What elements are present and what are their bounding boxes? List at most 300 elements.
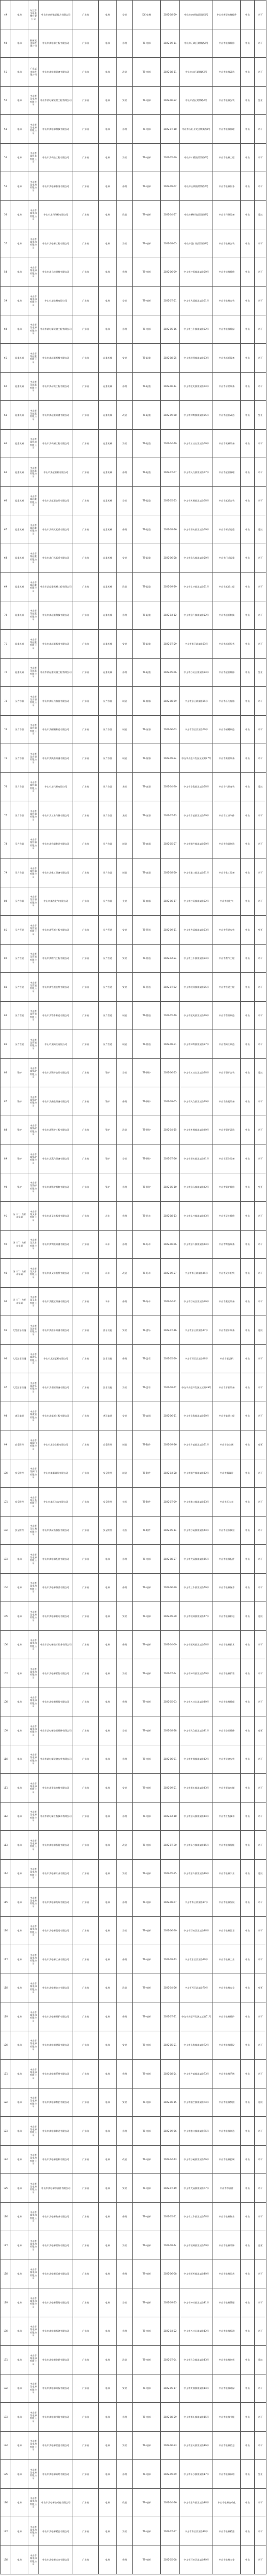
cell-category: 电梯: [11, 1602, 28, 1631]
cell-license-code: TS-电梯: [133, 2374, 161, 2403]
table-row: [1, 1859, 266, 1888]
cell-license-code: TS-电梯: [133, 2546, 161, 2574]
cell-row-number: 100: [1, 1459, 11, 1488]
cell-license-item: 制造: [117, 830, 133, 858]
cell-status: 延续: [255, 515, 266, 544]
cell-manufacturer: 中山市某电梯有限公司: [28, 2231, 39, 2260]
cell-address: 中山市东升镇某某路22号: [180, 601, 213, 630]
cell-status: 许可: [255, 858, 266, 887]
cell-business-scope: 中山市起重工程: [213, 573, 241, 601]
cell-category: 电梯: [11, 86, 28, 115]
cell-row-number: 111: [1, 1774, 11, 1803]
cell-manufacturer: 中山市某电梯有限公司: [28, 1545, 39, 1574]
cell-device-type: 电梯: [99, 2031, 117, 2060]
cell-applicant-company: 中山市某换热设备有限公司: [39, 744, 73, 773]
cell-category: 客运索道: [11, 1402, 28, 1430]
cell-region: 中山: [241, 1974, 255, 2002]
cell-category: 压力容器: [11, 801, 28, 830]
cell-category: 锅炉: [11, 1058, 28, 1087]
cell-business-scope: 中山市叉车租赁: [213, 1259, 241, 1288]
cell-province: 广东省: [73, 1459, 99, 1488]
cell-address: 中山市东区某某路47号: [180, 1316, 213, 1345]
cell-province: 广东省: [73, 630, 99, 659]
cell-license-code: TS-管道: [133, 944, 161, 973]
cell-applicant-company: 中山市某压力容器有限公司: [39, 687, 73, 716]
cell-manufacturer: 中山市某游乐有限公司: [28, 1344, 39, 1373]
cell-approval-date: 2022-04-27: [161, 200, 180, 229]
cell-address: 中山市板芙镇某某路14号: [180, 372, 213, 401]
cell-license-code: TS-起重: [133, 630, 161, 659]
cell-applicant-company: 中山市某电梯检测有限公司: [39, 2317, 73, 2346]
cell-license-item: 修理: [117, 515, 133, 544]
cell-applicant-company: 中山市某门式起重有限公司: [39, 544, 73, 573]
cell-device-type: 电梯: [99, 1602, 117, 1631]
cell-province: 广东省: [73, 1774, 99, 1803]
cell-status: 许可: [255, 1945, 266, 1974]
cell-business-scope: 中山市电梯维保: [213, 1688, 241, 1716]
cell-province: 广东省: [73, 1916, 99, 1945]
cell-applicant-company: 中山市某锅炉安装有限公司: [39, 1058, 73, 1087]
cell-address: 中山市神湾镇某某路59号: [180, 1659, 213, 1688]
cell-manufacturer: 杭州某电梯有限公司: [28, 29, 39, 58]
cell-manufacturer: 中山市某叉车有限公司: [28, 1230, 39, 1259]
cell-device-type: 安全附件: [99, 1488, 117, 1517]
cell-approval-date: 2022-06-30: [161, 1916, 180, 1945]
cell-manufacturer: 中山市某仪表有限公司: [28, 1516, 39, 1545]
cell-region: 中山: [241, 801, 255, 830]
cell-category: 电梯: [11, 1888, 28, 1917]
cell-device-type: 压力容器: [99, 744, 117, 773]
cell-device-type: 电梯: [99, 2288, 117, 2317]
cell-approval-date: 2022-06-23: [161, 2431, 180, 2460]
cell-address: 中山市阜沙镇某某路43号: [180, 1202, 213, 1231]
cell-address: 中山市东升镇某某路44号: [180, 1230, 213, 1259]
cell-manufacturer: 中山市某电梯有限公司: [28, 1573, 39, 1602]
cell-device-type: 压力容器: [99, 772, 117, 801]
cell-address: 中山市横栏镇某某路30号: [180, 830, 213, 858]
cell-status: 许可: [255, 1573, 266, 1602]
cell-device-type: 起重机械: [99, 372, 117, 401]
cell-license-code: TS-场车: [133, 1230, 161, 1259]
cell-province: 广东省: [73, 1001, 99, 1030]
cell-status: 变更: [255, 401, 266, 430]
cell-province: 广东省: [73, 2546, 99, 2574]
cell-row-number: 54: [1, 143, 11, 172]
cell-province: 广东省: [73, 715, 99, 744]
cell-manufacturer: 中山市某锅炉有限公司: [28, 1058, 39, 1087]
cell-license-item: 修理: [117, 601, 133, 630]
cell-province: 广东省: [73, 830, 99, 858]
cell-license-item: 制造: [117, 1430, 133, 1459]
cell-province: 广东省: [73, 1030, 99, 1059]
cell-status: 许可: [255, 2374, 266, 2403]
cell-license-code: TS-电梯: [133, 2288, 161, 2317]
cell-category: 起重机械: [11, 401, 28, 430]
cell-applicant-company: 中山市某阀门有限公司: [39, 1030, 73, 1059]
cell-business-scope: 中山市电梯贸易: [213, 1916, 241, 1945]
cell-manufacturer: 中山市某电梯有限公司: [28, 1888, 39, 1917]
cell-row-number: 66: [1, 486, 11, 515]
cell-business-scope: 中山市锅炉安装: [213, 1058, 241, 1087]
table-row: [1, 2002, 266, 2031]
cell-row-number: 129: [1, 2288, 11, 2317]
cell-address: 中山市石岐区某某路2号: [180, 29, 213, 58]
cell-approval-date: 2022-05-08: [161, 2546, 180, 2574]
table-row: [1, 315, 266, 344]
cell-row-number: 107: [1, 1659, 11, 1688]
cell-license-item: 改造: [117, 573, 133, 601]
cell-row-number: 52: [1, 86, 11, 115]
cell-device-type: 电梯: [99, 2002, 117, 2031]
cell-category: 电梯: [11, 200, 28, 229]
cell-region: 中山: [241, 2060, 255, 2088]
cell-license-code: TS-电梯: [133, 287, 161, 315]
cell-region: 中山: [241, 1888, 255, 1917]
cell-row-number: 58: [1, 258, 11, 287]
cell-business-scope: 中山市物流设备: [213, 1230, 241, 1259]
cell-province: 广东省: [73, 115, 99, 144]
cell-region: 中山: [241, 887, 255, 916]
cell-manufacturer: 中山市某起重有限公司: [28, 344, 39, 373]
cell-device-type: 压力容器: [99, 858, 117, 887]
cell-device-type: 起重机械: [99, 515, 117, 544]
cell-address: 中山市东升镇某某路88号: [180, 2488, 213, 2517]
cell-row-number: 64: [1, 429, 11, 458]
cell-device-type: 起重机械: [99, 573, 117, 601]
cell-license-item: 修理: [117, 1545, 133, 1574]
cell-address: 中山市坦洲镇某某路57号: [180, 1602, 213, 1631]
cell-status: 许可: [255, 1745, 266, 1774]
cell-row-number: 117: [1, 1945, 11, 1974]
cell-region: 中山: [241, 1402, 255, 1430]
cell-status: 许可: [255, 1144, 266, 1173]
cell-category: 电梯: [11, 2431, 28, 2460]
cell-manufacturer: 中山市某起重有限公司: [28, 601, 39, 630]
cell-approval-date: 2022-08-27: [161, 1545, 180, 1574]
cell-license-code: TS-起重: [133, 573, 161, 601]
cell-row-number: 128: [1, 2260, 11, 2288]
cell-business-scope: 中山市电梯保养: [213, 1573, 241, 1602]
cell-license-item: 修理: [117, 658, 133, 687]
cell-approval-date: 2022-05-23: [161, 486, 180, 515]
cell-status: 许可: [255, 1116, 266, 1144]
cell-region: 中山: [241, 1230, 255, 1259]
cell-device-type: 电梯: [99, 2403, 117, 2432]
table-row: [1, 2174, 266, 2203]
table-row: [1, 2202, 266, 2231]
cell-region: 中山: [241, 86, 255, 115]
cell-status: 许可: [255, 744, 266, 773]
cell-applicant-company: 中山市某锅炉维修有限公司: [39, 1173, 73, 1202]
cell-row-number: 109: [1, 1716, 11, 1745]
cell-device-type: 电梯: [99, 2431, 117, 2460]
cell-manufacturer: 中山市某管道有限公司: [28, 944, 39, 973]
cell-license-code: TS-电梯: [133, 1802, 161, 1831]
cell-row-number: 110: [1, 1745, 11, 1774]
cell-row-number: 79: [1, 858, 11, 887]
table-row: [1, 658, 266, 687]
cell-business-scope: 中山市桥式起重: [213, 515, 241, 544]
cell-device-type: 安全附件: [99, 1516, 117, 1545]
cell-license-item: 安装: [117, 2431, 133, 2460]
cell-license-item: 修理: [117, 2060, 133, 2088]
table-row: [1, 258, 266, 287]
cell-status: 延续: [255, 772, 266, 801]
cell-license-item: 安装: [117, 1916, 133, 1945]
cell-applicant-company: 中山市某电梯安装工程有限公司: [39, 86, 73, 115]
cell-category: 电梯: [11, 1859, 28, 1888]
cell-business-scope: 中山市阀门制造: [213, 1030, 241, 1059]
cell-manufacturer: 中山市某电梯有限公司: [28, 1745, 39, 1774]
cell-region: 中山: [241, 315, 255, 344]
cell-address: 中山市火炬开发区某某路71号: [180, 2002, 213, 2031]
cell-applicant-company: 中山市某电梯五金有限公司: [39, 2546, 73, 2574]
table-row: [1, 1774, 266, 1803]
cell-category: 电梯: [11, 2546, 28, 2574]
table-row: [1, 1888, 266, 1917]
cell-manufacturer: 中山市某容器有限公司: [28, 830, 39, 858]
cell-approval-date: 2022-06-25: [161, 1058, 180, 1087]
cell-category: 电梯: [11, 2374, 28, 2403]
cell-license-code: TS-游乐: [133, 1344, 161, 1373]
cell-address: 中山市黄圃镇某某路62号: [180, 1745, 213, 1774]
cell-license-code: TS-电梯: [133, 2488, 161, 2517]
cell-business-scope: 中山市储罐制造: [213, 715, 241, 744]
cell-row-number: 85: [1, 1030, 11, 1059]
table-body: [1, 1, 266, 2574]
cell-category: 电梯: [11, 229, 28, 258]
cell-region: 中山: [241, 515, 255, 544]
cell-category: 压力容器: [11, 715, 28, 744]
cell-business-scope: 中山市电梯环保: [213, 2374, 241, 2403]
cell-device-type: 压力容器: [99, 887, 117, 916]
cell-status: 许可: [255, 573, 266, 601]
cell-status: 许可: [255, 801, 266, 830]
cell-device-type: 电梯: [99, 200, 117, 229]
cell-address: 中山市石岐区某某路46号: [180, 1287, 213, 1316]
cell-license-code: TS-电梯: [133, 2145, 161, 2174]
cell-device-type: 压力管道: [99, 944, 117, 973]
cell-category: 大型游乐设施: [11, 1316, 28, 1345]
cell-category: 起重机械: [11, 486, 28, 515]
cell-region: 中山: [241, 601, 255, 630]
cell-device-type: 锅炉: [99, 1116, 117, 1144]
cell-approval-date: 2022-06-28: [161, 544, 180, 573]
cell-address: 中山市大涌镇某某路33号: [180, 916, 213, 945]
cell-category: 电梯: [11, 2317, 28, 2346]
cell-category: 起重机械: [11, 601, 28, 630]
cell-row-number: 57: [1, 229, 11, 258]
cell-province: 广东省: [73, 344, 99, 373]
table-row: [1, 801, 266, 830]
cell-approval-date: 2022-09-24: [161, 744, 180, 773]
cell-status: 许可: [255, 630, 266, 659]
cell-province: 广东省: [73, 143, 99, 172]
cell-business-scope: 中山市电梯维修: [213, 29, 241, 58]
cell-device-type: 电梯: [99, 2488, 117, 2517]
cell-approval-date: 2022-06-08: [161, 2260, 180, 2288]
cell-business-scope: 中山市管件制造: [213, 1001, 241, 1030]
cell-license-code: TS-电梯: [133, 1716, 161, 1745]
cell-region: 中山: [241, 1488, 255, 1517]
cell-applicant-company: 中山市某电梯安全有限公司: [39, 1974, 73, 2002]
cell-category: 大型游乐设施: [11, 1373, 28, 1402]
cell-province: 广东省: [73, 1716, 99, 1745]
cell-row-number: 60: [1, 315, 11, 344]
cell-province: 广东省: [73, 2174, 99, 2203]
cell-province: 广东省: [73, 1602, 99, 1631]
cell-business-scope: 中山市起重科技: [213, 601, 241, 630]
cell-device-type: 电梯: [99, 2117, 117, 2146]
cell-approval-date: 2022-08-20: [161, 858, 180, 887]
cell-license-code: TS-电梯: [133, 1831, 161, 1860]
table-row: [1, 1030, 266, 1059]
cell-applicant-company: 中山市某压力表有限公司: [39, 1488, 73, 1517]
cell-category: 起重机械: [11, 658, 28, 687]
cell-address: 中山市沙溪镇某某路76号: [180, 2145, 213, 2174]
cell-address: 中山市坦洲镇某某路13号: [180, 344, 213, 373]
cell-approval-date: 2022-08-22: [161, 1373, 180, 1402]
cell-license-item: 安装: [117, 287, 133, 315]
table-row: [1, 287, 266, 315]
cell-manufacturer: 中山市某仪表有限公司: [28, 1488, 39, 1517]
cell-approval-date: 2022-09-27: [161, 1259, 180, 1288]
cell-manufacturer: 中山市某电梯有限公司: [28, 2431, 39, 2460]
cell-approval-date: 2022-04-19: [161, 429, 180, 458]
cell-device-type: 电梯: [99, 2374, 117, 2403]
cell-category: 场（厂）内机动车辆: [11, 1230, 28, 1259]
cell-business-scope: 中山市化工设备: [213, 858, 241, 887]
cell-manufacturer: 中山市某起重有限公司: [28, 515, 39, 544]
cell-province: 广东省: [73, 1430, 99, 1459]
cell-address: 中山市南区某某路67号: [180, 1888, 213, 1917]
cell-applicant-company: 中山市某电梯技术服务有限公司: [39, 1630, 73, 1659]
cell-license-code: TS-起重: [133, 372, 161, 401]
cell-row-number: 112: [1, 1802, 11, 1831]
cell-approval-date: 2022-09-11: [161, 916, 180, 945]
cell-license-code: TS-容器: [133, 858, 161, 887]
table-row: [1, 1545, 266, 1574]
cell-region: 中山: [241, 429, 255, 458]
cell-license-item: 安装: [117, 1058, 133, 1087]
cell-category: 安全附件: [11, 1516, 28, 1545]
cell-license-item: 改造: [117, 1831, 133, 1860]
cell-status: 许可: [255, 2031, 266, 2060]
cell-business-scope: 中山市电梯安装: [213, 229, 241, 258]
cell-category: 压力容器: [11, 887, 28, 916]
cell-address: 中山市坦洲镇某某路79号: [180, 2231, 213, 2260]
cell-manufacturer: 广东某电梯有限公司: [28, 58, 39, 87]
table-row: [1, 858, 266, 887]
cell-manufacturer: 中山市某电梯有限公司: [28, 2288, 39, 2317]
cell-category: 起重机械: [11, 573, 28, 601]
cell-row-number: 83: [1, 973, 11, 1002]
cell-address: 中山市沙溪镇某某路10号: [180, 258, 213, 287]
cell-approval-date: 2022-06-01: [161, 1745, 180, 1774]
cell-license-code: TS-电梯: [133, 1888, 161, 1917]
cell-manufacturer: 中山市某电梯有限公司: [28, 2117, 39, 2146]
cell-license-item: 修理: [117, 2403, 133, 2432]
cell-license-item: 安装: [117, 944, 133, 973]
cell-device-type: 电梯: [99, 2517, 117, 2546]
cell-license-code: TS-锅炉: [133, 1058, 161, 1087]
cell-device-type: 游乐设施: [99, 1373, 117, 1402]
cell-applicant-company: 中山市某电梯销售有限公司: [39, 1659, 73, 1688]
cell-license-code: TS-电梯: [133, 1630, 161, 1659]
cell-status: 许可: [255, 2060, 266, 2088]
cell-province: 广东省: [73, 86, 99, 115]
table-row: [1, 2517, 266, 2546]
cell-row-number: 124: [1, 2145, 11, 2174]
cell-license-code: TS-电梯: [133, 172, 161, 201]
cell-license-item: 修理: [117, 2117, 133, 2146]
cell-license-code: TS-游乐: [133, 1373, 161, 1402]
table-row: [1, 2260, 266, 2288]
cell-row-number: 92: [1, 1230, 11, 1259]
cell-row-number: 102: [1, 1516, 11, 1545]
table-row: [1, 1945, 266, 1974]
cell-manufacturer: 中山市某电梯有限公司: [28, 1774, 39, 1803]
cell-status: 延续: [255, 1602, 266, 1631]
cell-applicant-company: 中山市某管件制造有限公司: [39, 1001, 73, 1030]
cell-manufacturer: 中山市某容器有限公司: [28, 687, 39, 716]
cell-license-item: 制造: [117, 687, 133, 716]
cell-region: 中山: [241, 1144, 255, 1173]
cell-status: 许可: [255, 1030, 266, 1059]
cell-row-number: 120: [1, 2031, 11, 2060]
cell-applicant-company: 中山市某起重服务有限公司: [39, 630, 73, 659]
cell-business-scope: 中山市设备安装: [213, 1745, 241, 1774]
cell-row-number: 119: [1, 2002, 11, 2031]
cell-address: 中山市西区某某路48号: [180, 1344, 213, 1373]
cell-region: 中山: [241, 115, 255, 144]
cell-applicant-company: 中山市某电梯自动化有限公司: [39, 2488, 73, 2517]
table-row: [1, 2460, 266, 2489]
cell-license-item: 安装: [117, 630, 133, 659]
cell-region: 中山: [241, 1430, 255, 1459]
table-row: [1, 143, 266, 172]
cell-license-code: TS-起重: [133, 344, 161, 373]
cell-license-code: TS-管道: [133, 1030, 161, 1059]
cell-device-type: 起重机械: [99, 401, 117, 430]
cell-row-number: 62: [1, 372, 11, 401]
cell-business-scope: 中山市机械设备: [213, 429, 241, 458]
cell-category: 起重机械: [11, 372, 28, 401]
table-row: [1, 973, 266, 1002]
cell-business-scope: 中山市电梯五金: [213, 2546, 241, 2574]
cell-status: 许可: [255, 2403, 266, 2432]
cell-row-number: 50: [1, 29, 11, 58]
cell-device-type: 电梯: [99, 1974, 117, 2002]
cell-status: 许可: [255, 2145, 266, 2174]
cell-license-item: 改造: [117, 2346, 133, 2374]
cell-license-code: TS-附件: [133, 1488, 161, 1517]
cell-province: 广东省: [73, 229, 99, 258]
cell-license-code: TS-电梯: [133, 2031, 161, 2060]
table-row: [1, 1316, 266, 1345]
cell-approval-date: 2022-07-07: [161, 458, 180, 487]
cell-status: 变更: [255, 1716, 266, 1745]
cell-business-scope: 中山市安全阀: [213, 1430, 241, 1459]
cell-region: 中山: [241, 916, 255, 945]
cell-applicant-company: 中山市某热能设备有限公司: [39, 1087, 73, 1116]
cell-applicant-company: 中山市某电梯有限公司: [39, 287, 73, 315]
cell-region: 中山: [241, 1774, 255, 1803]
cell-license-code: TS-电梯: [133, 2517, 161, 2546]
cell-address: 中山市港口镇某某路75号: [180, 2117, 213, 2146]
cell-applicant-company: 中山市某安全阀有限公司: [39, 1430, 73, 1459]
cell-province: 广东省: [73, 2260, 99, 2288]
